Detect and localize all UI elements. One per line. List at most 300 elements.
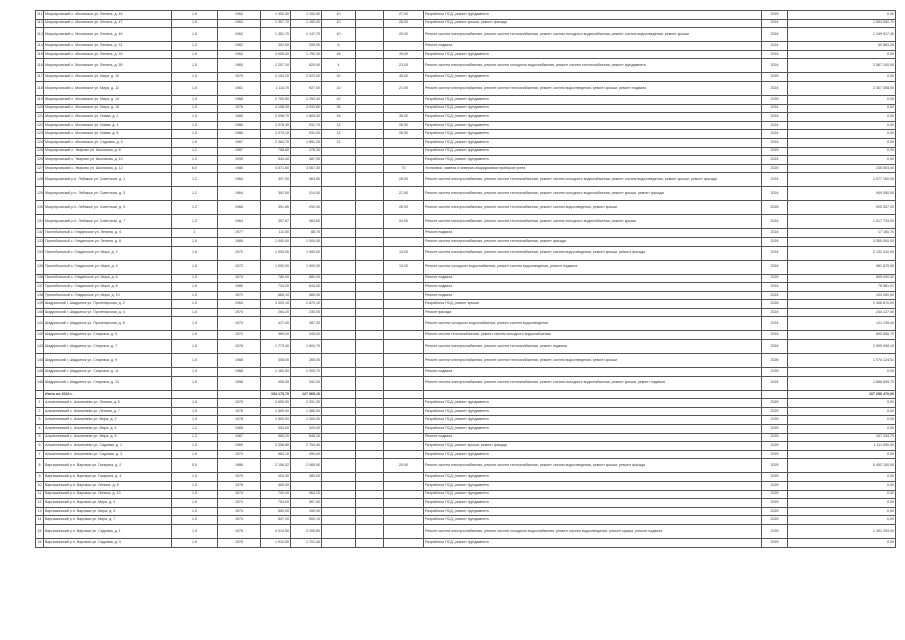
living-area-cell: 487,30 <box>291 156 322 165</box>
residents-cell <box>384 274 424 283</box>
plan-year-cell: 2025 <box>762 95 788 104</box>
row-number: 115 <box>36 50 44 59</box>
work-description-cell: Разработка ПСД, ремонт крыши, ремонт фасада <box>424 442 762 451</box>
category-cell: 1.5 <box>172 59 218 73</box>
category-cell: 1.5 <box>172 246 218 260</box>
cost-cell: 121 135,40 <box>788 317 896 331</box>
extra-cell <box>356 499 384 508</box>
table-row <box>36 507 896 516</box>
row-number: 137 <box>36 283 44 292</box>
total-cost: 107 256 470,00 <box>788 390 896 399</box>
category-cell: 1.2 <box>172 201 218 215</box>
extra-cell <box>356 246 384 260</box>
extra-cell <box>356 11 384 20</box>
living-area-cell: 1 851,20 <box>291 138 322 147</box>
flats-cell <box>322 187 356 201</box>
table-row <box>36 237 896 246</box>
total-area-cell: 455,00 <box>261 376 291 390</box>
residents-cell: 24,00 <box>384 215 424 229</box>
plan-year-cell: 2024 <box>762 187 788 201</box>
year-cell: 1965 <box>218 425 261 434</box>
year-cell: 1980 <box>218 283 261 292</box>
work-description-cell: Разработка ПСД, ремонт фундамента <box>424 156 762 165</box>
cost-cell: 0,00 <box>788 50 896 59</box>
address-cell: Притобольный с. Глядянское ул. Мира, д. 10 <box>44 291 172 300</box>
cost-cell: 1 074 124,51 <box>788 354 896 368</box>
year-cell: 1975 <box>218 524 261 538</box>
cost-cell: 0,00 <box>788 407 896 416</box>
flats-cell: 36 <box>322 104 356 113</box>
residents-cell: 25,00 <box>384 28 424 42</box>
work-description-cell: Разработка ПСД, ремонт фундамента <box>424 121 762 130</box>
extra-cell <box>356 291 384 300</box>
address-cell: Притобольный с. Глядянское ул. Ленина, д. 6 <box>44 237 172 246</box>
table-row <box>36 499 896 508</box>
category-cell: 1.5 <box>172 121 218 130</box>
category-cell: 1.5 <box>172 507 218 516</box>
total-area-cell: 1 000,00 <box>261 237 291 246</box>
category-cell: 1.5 <box>172 482 218 491</box>
residents-cell <box>384 95 424 104</box>
total-area-cell: 3 356,80 <box>261 442 291 451</box>
address-cell: Мокроусовский р.п. Лебяжье ул. Советская, д. 3 <box>44 187 172 201</box>
plan-year-cell: 2024 <box>762 283 788 292</box>
year-cell: 1960 <box>218 59 261 73</box>
table-row <box>36 407 896 416</box>
flats-cell <box>322 354 356 368</box>
work-description-cell: Разработка ПСД, ремонт фундамента <box>424 11 762 20</box>
table-row <box>36 156 896 165</box>
total-area-cell: 404,30 <box>261 473 291 482</box>
year-cell: 1986 <box>218 164 261 173</box>
year-cell: 1986 <box>218 130 261 139</box>
work-description-cell: Ремонт систем электроснабжения, ремонт систем теплоснабжения, ремонт систем водоотведения, ремонт крыши, ремонт фасада <box>424 246 762 260</box>
extra-cell <box>356 331 384 340</box>
work-description-cell: Разработка ПСД, ремонт фундамента <box>424 113 762 122</box>
plan-year-cell: 2025 <box>762 416 788 425</box>
row-number: 15 <box>36 524 44 538</box>
residents-cell <box>384 229 424 238</box>
repair-register-table <box>35 10 896 548</box>
residents-cell <box>384 507 424 516</box>
extra-cell <box>356 138 384 147</box>
residents-cell: 26,00 <box>384 19 424 28</box>
plan-year-cell: 2025 <box>762 507 788 516</box>
cost-cell: 949 050,00 <box>788 187 896 201</box>
residents-cell <box>384 473 424 482</box>
plan-year-cell: 2025 <box>762 425 788 434</box>
row-number: 111 <box>36 11 44 20</box>
work-description-cell: Разработка ПСД, ремонт фундамента <box>424 473 762 482</box>
category-cell: 1.2 <box>172 215 218 229</box>
living-area-cell: 927,00 <box>291 81 322 95</box>
category-cell: 1.5 <box>172 516 218 525</box>
plan-year-cell: 2024 <box>762 308 788 317</box>
total-area-cell: 1 160,00 <box>261 368 291 377</box>
plan-year-cell: 2024 <box>762 50 788 59</box>
work-description-cell: Ремонт подвала <box>424 291 762 300</box>
row-number: 9 <box>36 473 44 482</box>
living-area-cell: 931,70 <box>291 121 322 130</box>
total-area-cell: 4 158,00 <box>261 104 291 113</box>
category-cell: 1.5 <box>172 317 218 331</box>
plan-year-cell: 2024 <box>762 19 788 28</box>
address-cell: Мокроусовский с. Моховское ул. Новая, д. 4 <box>44 121 172 130</box>
year-cell: 1968 <box>218 354 261 368</box>
row-number: 1 <box>36 399 44 408</box>
work-description-cell: Ремонт систем электроснабжения, ремонт систем теплоснабжения, ремонт подвала <box>424 340 762 354</box>
total-blank <box>322 390 356 399</box>
cost-cell: 235 503,00 <box>788 164 896 173</box>
address-cell: Мокроусовский с. Моховское ул. Ленина, д. 49 <box>44 28 172 42</box>
row-number: 16 <box>36 538 44 547</box>
extra-cell <box>356 507 384 516</box>
address-cell: Альменевский с. Альменево ул. Ленина, д. 5 <box>44 399 172 408</box>
total-area-cell: 1 000,00 <box>261 260 291 274</box>
flats-cell <box>322 147 356 156</box>
work-description-cell: Ремонт подвала <box>424 433 762 442</box>
table-row <box>36 201 896 215</box>
total-area-cell: 2 098,70 <box>261 113 291 122</box>
address-cell: Мокроусовский с. Моховское ул. Ленина, д. 53 <box>44 50 172 59</box>
work-description-cell: Ремонт систем теплоснабжения, ремонт систем холодного водоснабжения <box>424 331 762 340</box>
residents-cell: 20,00 <box>384 459 424 473</box>
year-cell: 1970 <box>218 73 261 82</box>
category-cell: 1.5 <box>172 113 218 122</box>
register-sheet <box>35 10 895 548</box>
category-cell: 1.5 <box>172 11 218 20</box>
plan-year-cell: 2024 <box>762 173 788 187</box>
address-cell: Мокроусовский с. Уварово ул. Школьная, д. 8 <box>44 147 172 156</box>
year-cell: 1978 <box>218 416 261 425</box>
address-cell: Шадринский г. Шадринск ул. Спартака, д. 5 <box>44 331 172 340</box>
cost-cell: 0,00 <box>788 147 896 156</box>
category-cell: 1.5 <box>172 368 218 377</box>
table-row <box>36 524 896 538</box>
row-number: 129 <box>36 187 44 201</box>
living-area-cell: 290,40 <box>291 201 322 215</box>
year-cell: 1964 <box>218 215 261 229</box>
plan-year-cell: 2026 <box>762 354 788 368</box>
extra-cell <box>356 450 384 459</box>
residents-cell <box>384 499 424 508</box>
cost-cell: 50 883,20 <box>788 42 896 51</box>
row-number: 128 <box>36 173 44 187</box>
residents-cell <box>384 376 424 390</box>
cost-cell: 1 554 550,70 <box>788 19 896 28</box>
living-area-cell: 1 380,00 <box>291 407 322 416</box>
living-area-cell: 580,00 <box>291 291 322 300</box>
total-area-cell: 308,00 <box>261 354 291 368</box>
category-cell: 1.5 <box>172 340 218 354</box>
total-area-cell: 264,20 <box>261 308 291 317</box>
year-cell: 1958 <box>218 376 261 390</box>
residents-cell: 39,00 <box>384 50 424 59</box>
plan-year-cell: 2025 <box>762 473 788 482</box>
table-row <box>36 450 896 459</box>
address-cell: Мокроусовский с. Моховское ул. Мира, д. 16 <box>44 104 172 113</box>
living-area-cell: 567,40 <box>291 499 322 508</box>
year-cell: 1975 <box>218 538 261 547</box>
category-cell: 1.5 <box>172 538 218 547</box>
residents-cell: 23,00 <box>384 59 424 73</box>
total-area-cell: 1 357,70 <box>261 19 291 28</box>
residents-cell: 28,00 <box>384 173 424 187</box>
residents-cell: 27,00 <box>384 11 424 20</box>
plan-year-cell: 2025 <box>762 164 788 173</box>
residents-cell <box>384 308 424 317</box>
total-area-cell: 965,20 <box>261 433 291 442</box>
work-description-cell: Разработка ПСД, ремонт фундамента <box>424 450 762 459</box>
living-area-cell: 2 922,00 <box>291 73 322 82</box>
table-row <box>36 376 896 390</box>
total-area-cell: 397,00 <box>261 173 291 187</box>
total-blank <box>218 390 261 399</box>
residents-cell: 27,00 <box>384 187 424 201</box>
plan-year-cell: 2025 <box>762 368 788 377</box>
work-description-cell: Ремонт систем электроснабжения, ремонт систем теплоснабжения, ремонт фасада <box>424 237 762 246</box>
extra-cell <box>356 130 384 139</box>
category-cell: 1.5 <box>172 274 218 283</box>
table-row <box>36 138 896 147</box>
cost-cell: 0,00 <box>788 516 896 525</box>
extra-cell <box>356 187 384 201</box>
plan-year-cell: 2024 <box>762 291 788 300</box>
work-description-cell: Ремонт систем электроснабжения, ремонт систем теплоснабжения, ремонт систем холодного водоснабжения, ремонт крыши <box>424 215 762 229</box>
cost-cell: 505 000,00 <box>788 274 896 283</box>
table-row <box>36 246 896 260</box>
address-cell: Варгашинский р.п. Варгаши ул. Садовая, д. 3 <box>44 538 172 547</box>
cost-cell: 1 149 917,40 <box>788 28 896 42</box>
cost-cell: 925 307,00 <box>788 201 896 215</box>
category-cell: 1.5 <box>172 28 218 42</box>
table-row <box>36 187 896 201</box>
residents-cell <box>384 442 424 451</box>
cost-cell: 107 434,70 <box>788 433 896 442</box>
table-row <box>36 490 896 499</box>
year-cell: 1966 <box>218 201 261 215</box>
category-cell: 1.5 <box>172 138 218 147</box>
row-number: 6 <box>36 442 44 451</box>
table-row <box>36 42 896 51</box>
living-area-cell: 1 300,00 <box>291 416 322 425</box>
plan-year-cell: 2024 <box>762 246 788 260</box>
work-description-cell: Ремонт систем электроснабжения, ремонт систем теплоснабжения, ремонт систем водоотведения, ремонт крыши, ремонт подвала <box>424 81 762 95</box>
flats-cell <box>322 317 356 331</box>
year-cell: 1974 <box>218 507 261 516</box>
extra-cell <box>356 283 384 292</box>
address-cell: Притобольный с. Глядянское ул. Ленина, д. 4 <box>44 229 172 238</box>
living-area-cell: 1 701,40 <box>291 538 322 547</box>
category-cell: 1.5 <box>172 104 218 113</box>
year-cell: 1962 <box>218 42 261 51</box>
total-area: 154 175,70 <box>261 390 291 399</box>
work-description-cell: Разработка ПСД, ремонт крыши, ремонт фасада <box>424 19 762 28</box>
year-cell: 1977 <box>218 229 261 238</box>
flats-cell <box>322 507 356 516</box>
flats-cell <box>322 260 356 274</box>
address-cell: Притобольный с. Глядянское ул. Мира, д. 4 <box>44 260 172 274</box>
residents-cell <box>384 331 424 340</box>
cost-cell: 2 132 410,00 <box>788 246 896 260</box>
work-description-cell: Ремонт систем холодного водоснабжения, ремонт систем водоотведения <box>424 317 762 331</box>
living-area-cell: 1 150,50 <box>291 11 322 20</box>
residents-cell: 21,00 <box>384 81 424 95</box>
flats-cell <box>322 538 356 547</box>
plan-year-cell: 2024 <box>762 237 788 246</box>
flats-cell <box>322 433 356 442</box>
flats-cell <box>322 201 356 215</box>
flats-cell <box>322 283 356 292</box>
work-description-cell: Разработка ПСД, ремонт фундамента <box>424 407 762 416</box>
table-row <box>36 538 896 547</box>
flats-cell <box>322 425 356 434</box>
flats-cell <box>322 173 356 187</box>
category-cell: 1.5 <box>172 291 218 300</box>
residents-cell <box>384 450 424 459</box>
address-cell: Шадринский г. Шадринск ул. Пролетарская, д. 4 <box>44 308 172 317</box>
year-cell: 1987 <box>218 147 261 156</box>
address-cell: Варгашинский р.п. Варгаши ул. Садовая, д. 1 <box>44 524 172 538</box>
residents-cell <box>384 283 424 292</box>
extra-cell <box>356 368 384 377</box>
living-area-cell: 3 557,30 <box>291 164 322 173</box>
table-row <box>36 260 896 274</box>
row-number: 116 <box>36 59 44 73</box>
cost-cell: 0,00 <box>788 538 896 547</box>
table-row <box>36 459 896 473</box>
address-cell: Варгашинский р.п. Варгаши ул. Мира, д. 3 <box>44 499 172 508</box>
work-description-cell: Ремонт систем электроснабжения, ремонт систем теплоснабжения, ремонт систем водоотведения, ремонт крыши, ремонт фасада <box>424 459 762 473</box>
table-row <box>36 130 896 139</box>
extra-cell <box>356 156 384 165</box>
category-cell: 1.5 <box>172 399 218 408</box>
total-blank <box>36 390 44 399</box>
living-area-cell: 342,00 <box>291 376 322 390</box>
work-description-cell: Ремонт систем электроснабжения, ремонт систем теплоснабжения, ремонт систем холодного водоснабжения, ремонт крыши, ремонт подвала <box>424 376 762 390</box>
work-description-cell: Ремонт подвала <box>424 42 762 51</box>
address-cell: Варгашинский р.п. Варгаши ул. Мира, д. 5 <box>44 507 172 516</box>
extra-cell <box>356 300 384 309</box>
flats-cell <box>322 407 356 416</box>
row-number: 125 <box>36 147 44 156</box>
category-cell: 1.5 <box>172 473 218 482</box>
address-cell: Мокроусовский р.п. Лебяжье ул. Советская, д. 5 <box>44 201 172 215</box>
residents-cell <box>384 433 424 442</box>
cost-cell: 981 870,00 <box>788 260 896 274</box>
category-cell: 5.5 <box>172 459 218 473</box>
year-cell: 1976 <box>218 104 261 113</box>
living-area-cell: 680,00 <box>291 274 322 283</box>
row-number: 8 <box>36 459 44 473</box>
year-cell: 1974 <box>218 308 261 317</box>
total-row <box>36 390 896 399</box>
category-cell: 1.5 <box>172 300 218 309</box>
category-cell: 1.5 <box>172 260 218 274</box>
row-number: 135 <box>36 260 44 274</box>
plan-year-cell: 2024 <box>762 156 788 165</box>
extra-cell <box>356 121 384 130</box>
extra-cell <box>356 59 384 73</box>
extra-cell <box>356 50 384 59</box>
living-area-cell: 490,00 <box>291 507 322 516</box>
category-cell: 1.5 <box>172 354 218 368</box>
living-area-cell: 1 000,00 <box>291 260 322 274</box>
total-area-cell: 2 750,50 <box>261 95 291 104</box>
row-number: 132 <box>36 229 44 238</box>
year-cell: 1990 <box>218 156 261 165</box>
address-cell: Мокроусовский с. Моховское ул. Новая, д. 6 <box>44 130 172 139</box>
extra-cell <box>356 376 384 390</box>
row-number: 123 <box>36 130 44 139</box>
cost-cell: 0,00 <box>788 490 896 499</box>
extra-cell <box>356 416 384 425</box>
row-number: 146 <box>36 376 44 390</box>
total-area-cell: 3 104,20 <box>261 73 291 82</box>
extra-cell <box>356 482 384 491</box>
address-cell: Шадринский г. Шадринск ул. Пролетарская, д. 6 <box>44 317 172 331</box>
flats-cell <box>322 482 356 491</box>
total-area-cell: 1 354,30 <box>261 11 291 20</box>
category-cell: 1.5 <box>172 237 218 246</box>
residents-cell: 46,00 <box>384 73 424 82</box>
row-number: 134 <box>36 246 44 260</box>
address-cell: Мокроусовский с. Моховское ул. Ленина, д. 47 <box>44 19 172 28</box>
work-description-cell: Разработка ПСД, ремонт фундамента <box>424 538 762 547</box>
total-area-cell: 547,20 <box>261 516 291 525</box>
living-area-cell: 564,20 <box>291 490 322 499</box>
living-area-cell: 363,60 <box>291 215 322 229</box>
plan-year-cell: 2025 <box>762 459 788 473</box>
table-row <box>36 340 896 354</box>
year-cell: 1972 <box>218 246 261 260</box>
plan-year-cell: 2025 <box>762 274 788 283</box>
extra-cell <box>356 147 384 156</box>
address-cell: Альменевский с. Альменево ул. Мира, д. 2 <box>44 416 172 425</box>
plan-year-cell: 2024 <box>762 104 788 113</box>
total-area-cell: 392,00 <box>261 187 291 201</box>
cost-cell: 1 666 695,70 <box>788 376 896 390</box>
row-number: 112 <box>36 19 44 28</box>
flats-cell <box>322 450 356 459</box>
living-area-cell: 490,00 <box>291 450 322 459</box>
year-cell: 1961 <box>218 81 261 95</box>
work-description-cell: Ремонт систем электроснабжения, ремонт систем теплоснабжения, ремонт систем холодного водоснабжения, ремонт систем водоотведения, ремонт крыши, ремонт фасада <box>424 173 762 187</box>
category-cell: 1.5 <box>172 130 218 139</box>
extra-cell <box>356 42 384 51</box>
living-area-cell: 476,30 <box>291 147 322 156</box>
extra-cell <box>356 274 384 283</box>
year-cell: 1964 <box>218 300 261 309</box>
table-row <box>36 399 896 408</box>
cost-cell: 0,00 <box>788 121 896 130</box>
address-cell: Шадринский г. Шадринск ул. Спартака, д. 7 <box>44 340 172 354</box>
residents-cell <box>384 407 424 416</box>
extra-cell <box>356 201 384 215</box>
living-area-cell: 2 754,40 <box>291 442 322 451</box>
flats-cell <box>322 459 356 473</box>
extra-cell <box>356 308 384 317</box>
extra-cell <box>356 524 384 538</box>
total-area-cell: 111,50 <box>261 229 291 238</box>
extra-cell <box>356 354 384 368</box>
total-area-cell: 1 773,40 <box>261 340 291 354</box>
extra-cell <box>356 81 384 95</box>
total-blank <box>762 390 788 399</box>
row-number: 14 <box>36 516 44 525</box>
flats-cell <box>322 399 356 408</box>
cost-cell: 0,00 <box>788 113 896 122</box>
